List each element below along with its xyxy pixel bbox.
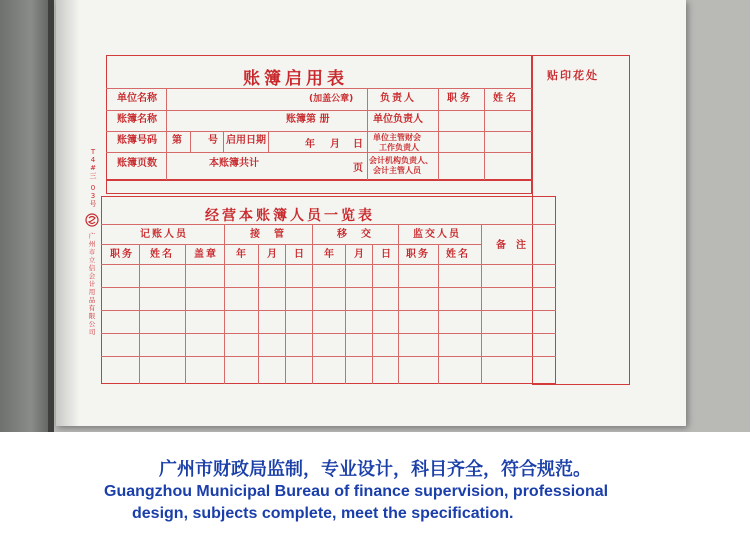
header-remarks: 备注 xyxy=(496,240,536,251)
header-handover: 移交 xyxy=(337,229,385,240)
label-book-number: 账簿号码 xyxy=(117,135,157,146)
publisher-logo-icon xyxy=(85,213,99,227)
label-unit-name: 单位名称 xyxy=(117,93,157,104)
label-book-volume: 账簿第 册 xyxy=(286,114,330,125)
book-cover xyxy=(0,0,52,432)
label-start-date: 启用日期 xyxy=(226,135,266,146)
caption-english-line-2: design, subjects complete, meet the specification. xyxy=(132,505,514,522)
header-bookkeeper: 记账人员 xyxy=(140,229,188,240)
caption-english xyxy=(104,481,724,525)
caption-english-line-1: Guangzhou Municipal Bureau of finance supervision, professional xyxy=(104,483,609,500)
label-position: 职务 xyxy=(447,93,473,104)
label-seal-note: (加盖公章) xyxy=(309,94,354,104)
product-photo: T4 # 三 03 号 广州市立信会计用品有限公司 贴印花处 账簿启用表 单位名称 (加盖公章) 负责人 职务 姓名 账簿名称 账簿第 册 单位负责人 账簿号码 第 号 启用日期 年 月 日 单位主管财会 工作负责人 账簿页数 本账簿共计 页 会计机构负责人、 会计主管人员 经营本账簿人员一览表 记账人员 接管 移交 监交人员 备注 职务 姓名 盖章 年 月 日 年 月 日 职务 姓名 xyxy=(0,0,750,432)
label-supervisor: 单位主管财会 工作负责人 xyxy=(373,133,421,152)
label-accounting-head: 会计机构负责人、 会计主管人员 xyxy=(369,156,433,175)
label-unit-head: 单位负责人 xyxy=(373,114,423,125)
label-page-count: 账簿页数 xyxy=(117,158,157,169)
publisher-name: 广州市立信会计用品有限公司 xyxy=(88,232,96,336)
header-supervisor: 监交人员 xyxy=(413,229,461,240)
label-book-total: 本账簿共计 xyxy=(209,158,259,169)
label-book-name: 账簿名称 xyxy=(117,114,157,125)
label-person-in-charge: 负责人 xyxy=(380,93,416,104)
roster-title: 经营本账簿人员一览表 xyxy=(205,208,375,224)
caption-chinese: 广州市财政局监制，专业设计，科目齐全，符合规范。 xyxy=(159,459,591,480)
stamp-area-label: 贴印花处 xyxy=(547,69,599,82)
label-name: 姓名 xyxy=(493,93,519,104)
header-takeover: 接管 xyxy=(250,229,298,240)
book-spine-edge xyxy=(48,0,54,432)
activation-title: 账簿启用表 xyxy=(243,69,348,89)
side-code: T4 # 三 03 号 xyxy=(89,148,97,208)
